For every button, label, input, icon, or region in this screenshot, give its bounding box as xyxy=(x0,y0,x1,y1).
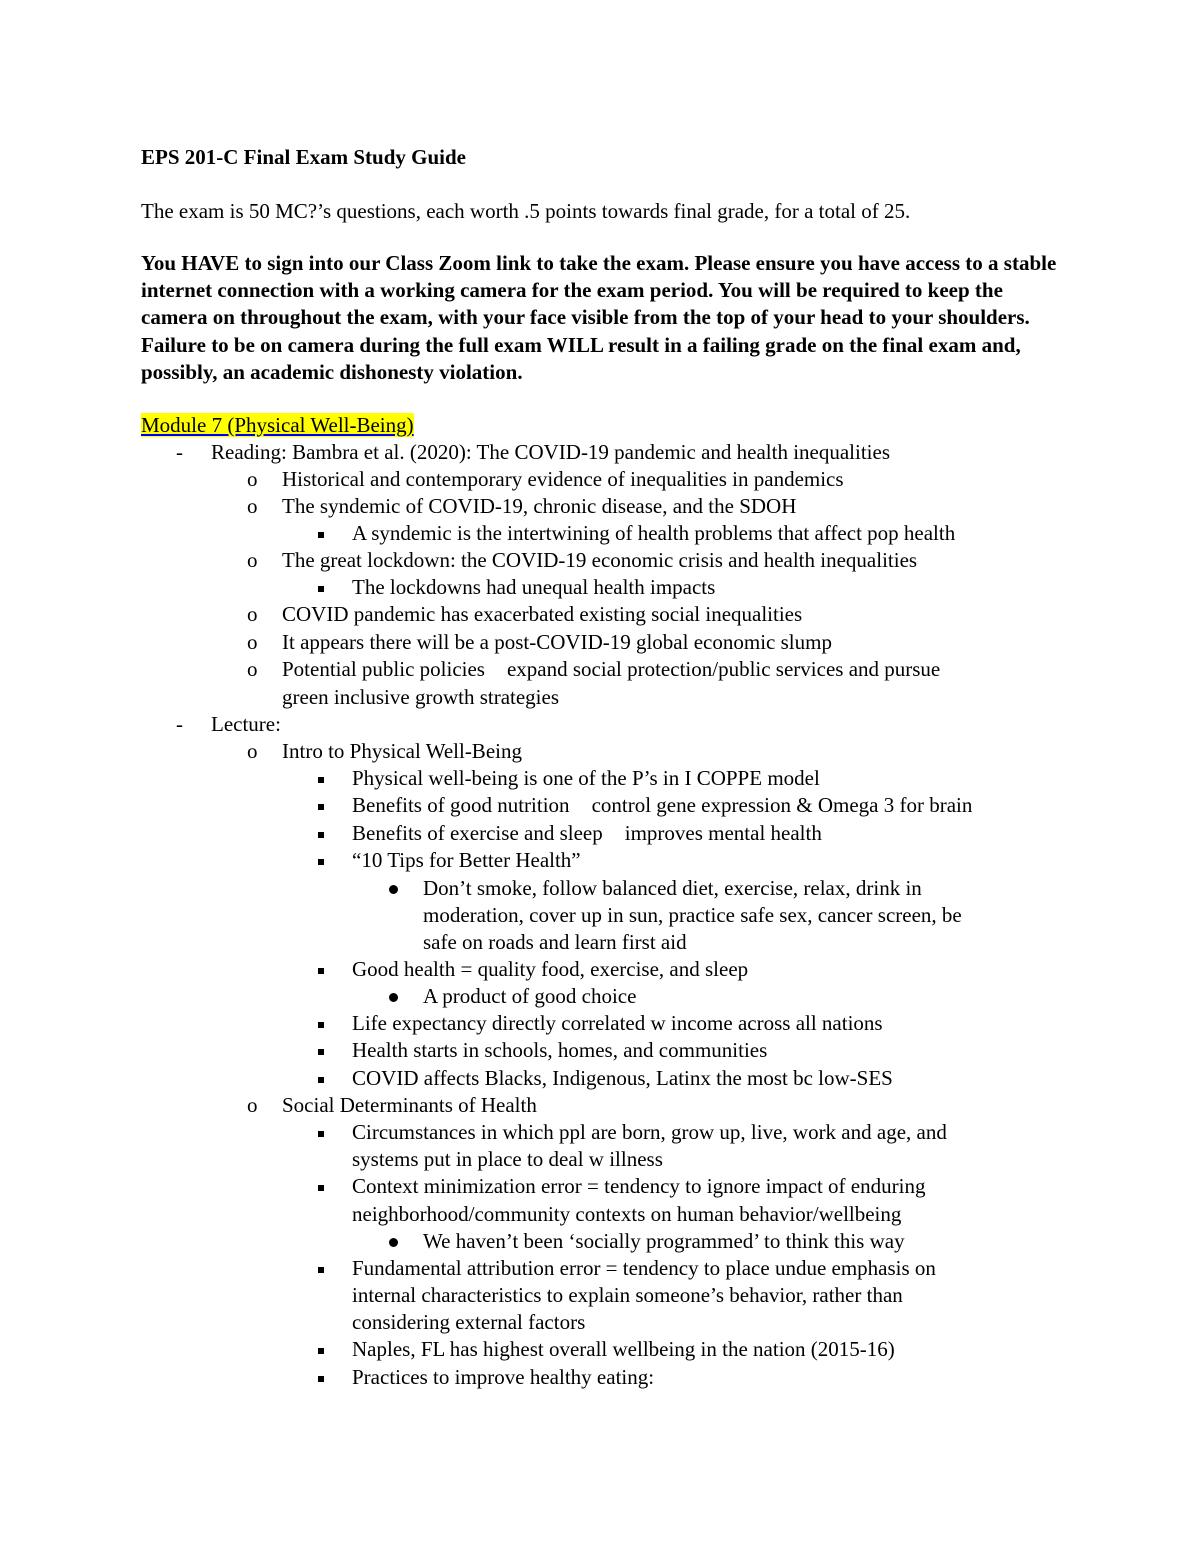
list-item-continuation: internal characteristics to explain someone’s behavior, rather than xyxy=(352,1283,903,1307)
square-bullet-icon xyxy=(318,1049,324,1055)
lecture-item: Lecture: xyxy=(211,712,281,736)
circle-marker: o xyxy=(247,494,258,518)
list-item xyxy=(282,656,940,683)
circle-marker: o xyxy=(247,657,258,681)
circle-marker: o xyxy=(247,467,258,491)
list-item-part: expand social protection/public services and pursue xyxy=(506,657,941,681)
list-item-part: improves mental health xyxy=(624,821,822,845)
list-item-continuation: moderation, cover up in sun, practice safe sex, cancer screen, be xyxy=(423,903,962,927)
round-bullet-icon xyxy=(389,885,398,894)
exam-warning: You HAVE to sign into our Class Zoom link to take the exam. Please ensure you have access to a stable internet connection with a working camera for the exam period. You will be required to keep the camera on throughout the exam, with your face visible from the top of your head to your shoulders. Failure to be on camera during the full exam WILL result in a failing grade on the final exam and, possibly, an academic dishonesty violation. xyxy=(141,251,1057,384)
list-item: A product of good choice xyxy=(423,984,637,1008)
square-bullet-icon xyxy=(318,532,324,538)
list-item: We haven’t been ‘socially programmed’ to think this way xyxy=(423,1229,905,1253)
square-bullet-icon xyxy=(318,1376,324,1382)
list-item: Intro to Physical Well-Being xyxy=(282,739,522,763)
list-item: Fundamental attribution error = tendency to place undue emphasis on xyxy=(352,1256,936,1280)
square-bullet-icon xyxy=(318,1185,324,1191)
square-bullet-icon xyxy=(318,1077,324,1083)
list-item-part: control gene expression & Omega 3 for brain xyxy=(591,793,973,817)
circle-marker: o xyxy=(247,602,258,626)
circle-marker: o xyxy=(247,630,258,654)
square-bullet-icon xyxy=(318,586,324,592)
list-item: Circumstances in which ppl are born, grow up, live, work and age, and xyxy=(352,1120,947,1144)
square-bullet-icon xyxy=(318,1267,324,1273)
square-bullet-icon xyxy=(318,832,324,838)
square-bullet-icon xyxy=(318,804,324,810)
list-item: Social Determinants of Health xyxy=(282,1093,537,1117)
list-item: It appears there will be a post-COVID-19 global economic slump xyxy=(282,630,832,654)
list-item-continuation: safe on roads and learn first aid xyxy=(423,930,687,954)
module-heading-text: Module 7 (Physical Well-Being) xyxy=(141,413,414,437)
list-item: Physical well-being is one of the P’s in I COPPE model xyxy=(352,766,820,790)
list-item-part: Potential public policies xyxy=(282,657,485,681)
module-heading xyxy=(141,411,414,439)
circle-marker: o xyxy=(247,548,258,572)
list-item xyxy=(352,820,822,847)
list-item-continuation: green inclusive growth strategies xyxy=(282,685,559,709)
reading-item: Reading: Bambra et al. (2020): The COVID-19 pandemic and health inequalities xyxy=(211,440,891,464)
circle-marker: o xyxy=(247,739,258,763)
list-item: Don’t smoke, follow balanced diet, exercise, relax, drink in xyxy=(423,876,922,900)
list-item-continuation: neighborhood/community contexts on human behavior/wellbeing xyxy=(352,1202,902,1226)
exam-intro: The exam is 50 MC?’s questions, each worth .5 points towards final grade, for a total of 25. xyxy=(141,199,911,223)
round-bullet-icon xyxy=(389,1238,398,1247)
list-item: The great lockdown: the COVID-19 economic crisis and health inequalities xyxy=(282,548,918,572)
dash-marker: - xyxy=(176,440,183,464)
square-bullet-icon xyxy=(318,968,324,974)
list-item: The lockdowns had unequal health impacts xyxy=(352,575,716,599)
list-item-continuation: systems put in place to deal w illness xyxy=(352,1147,663,1171)
list-item-continuation: considering external factors xyxy=(352,1310,586,1334)
list-item: The syndemic of COVID-19, chronic disease, and the SDOH xyxy=(282,494,797,518)
square-bullet-icon xyxy=(318,1348,324,1354)
list-item: Health starts in schools, homes, and communities xyxy=(352,1038,768,1062)
list-item: Context minimization error = tendency to ignore impact of enduring xyxy=(352,1174,926,1198)
list-item: COVID affects Blacks, Indigenous, Latinx the most bc low-SES xyxy=(352,1066,893,1090)
list-item: Good health = quality food, exercise, and sleep xyxy=(352,957,749,981)
list-item: Historical and contemporary evidence of inequalities in pandemics xyxy=(282,467,844,491)
square-bullet-icon xyxy=(318,859,324,865)
square-bullet-icon xyxy=(318,1131,324,1137)
list-item: Practices to improve healthy eating: xyxy=(352,1365,655,1389)
list-item: COVID pandemic has exacerbated existing social inequalities xyxy=(282,602,803,626)
list-item: A syndemic is the intertwining of health problems that affect pop health xyxy=(352,521,956,545)
document-title: EPS 201-C Final Exam Study Guide xyxy=(141,145,466,169)
list-item: “10 Tips for Better Health” xyxy=(352,848,581,872)
list-item-part: Benefits of exercise and sleep xyxy=(352,821,603,845)
square-bullet-icon xyxy=(318,777,324,783)
list-item-part: Benefits of good nutrition xyxy=(352,793,570,817)
list-item: Life expectancy directly correlated w income across all nations xyxy=(352,1011,883,1035)
round-bullet-icon xyxy=(389,993,398,1002)
square-bullet-icon xyxy=(318,1022,324,1028)
list-item xyxy=(352,792,972,819)
list-item: Naples, FL has highest overall wellbeing in the nation (2015-16) xyxy=(352,1337,895,1361)
circle-marker: o xyxy=(247,1093,258,1117)
dash-marker: - xyxy=(176,712,183,736)
